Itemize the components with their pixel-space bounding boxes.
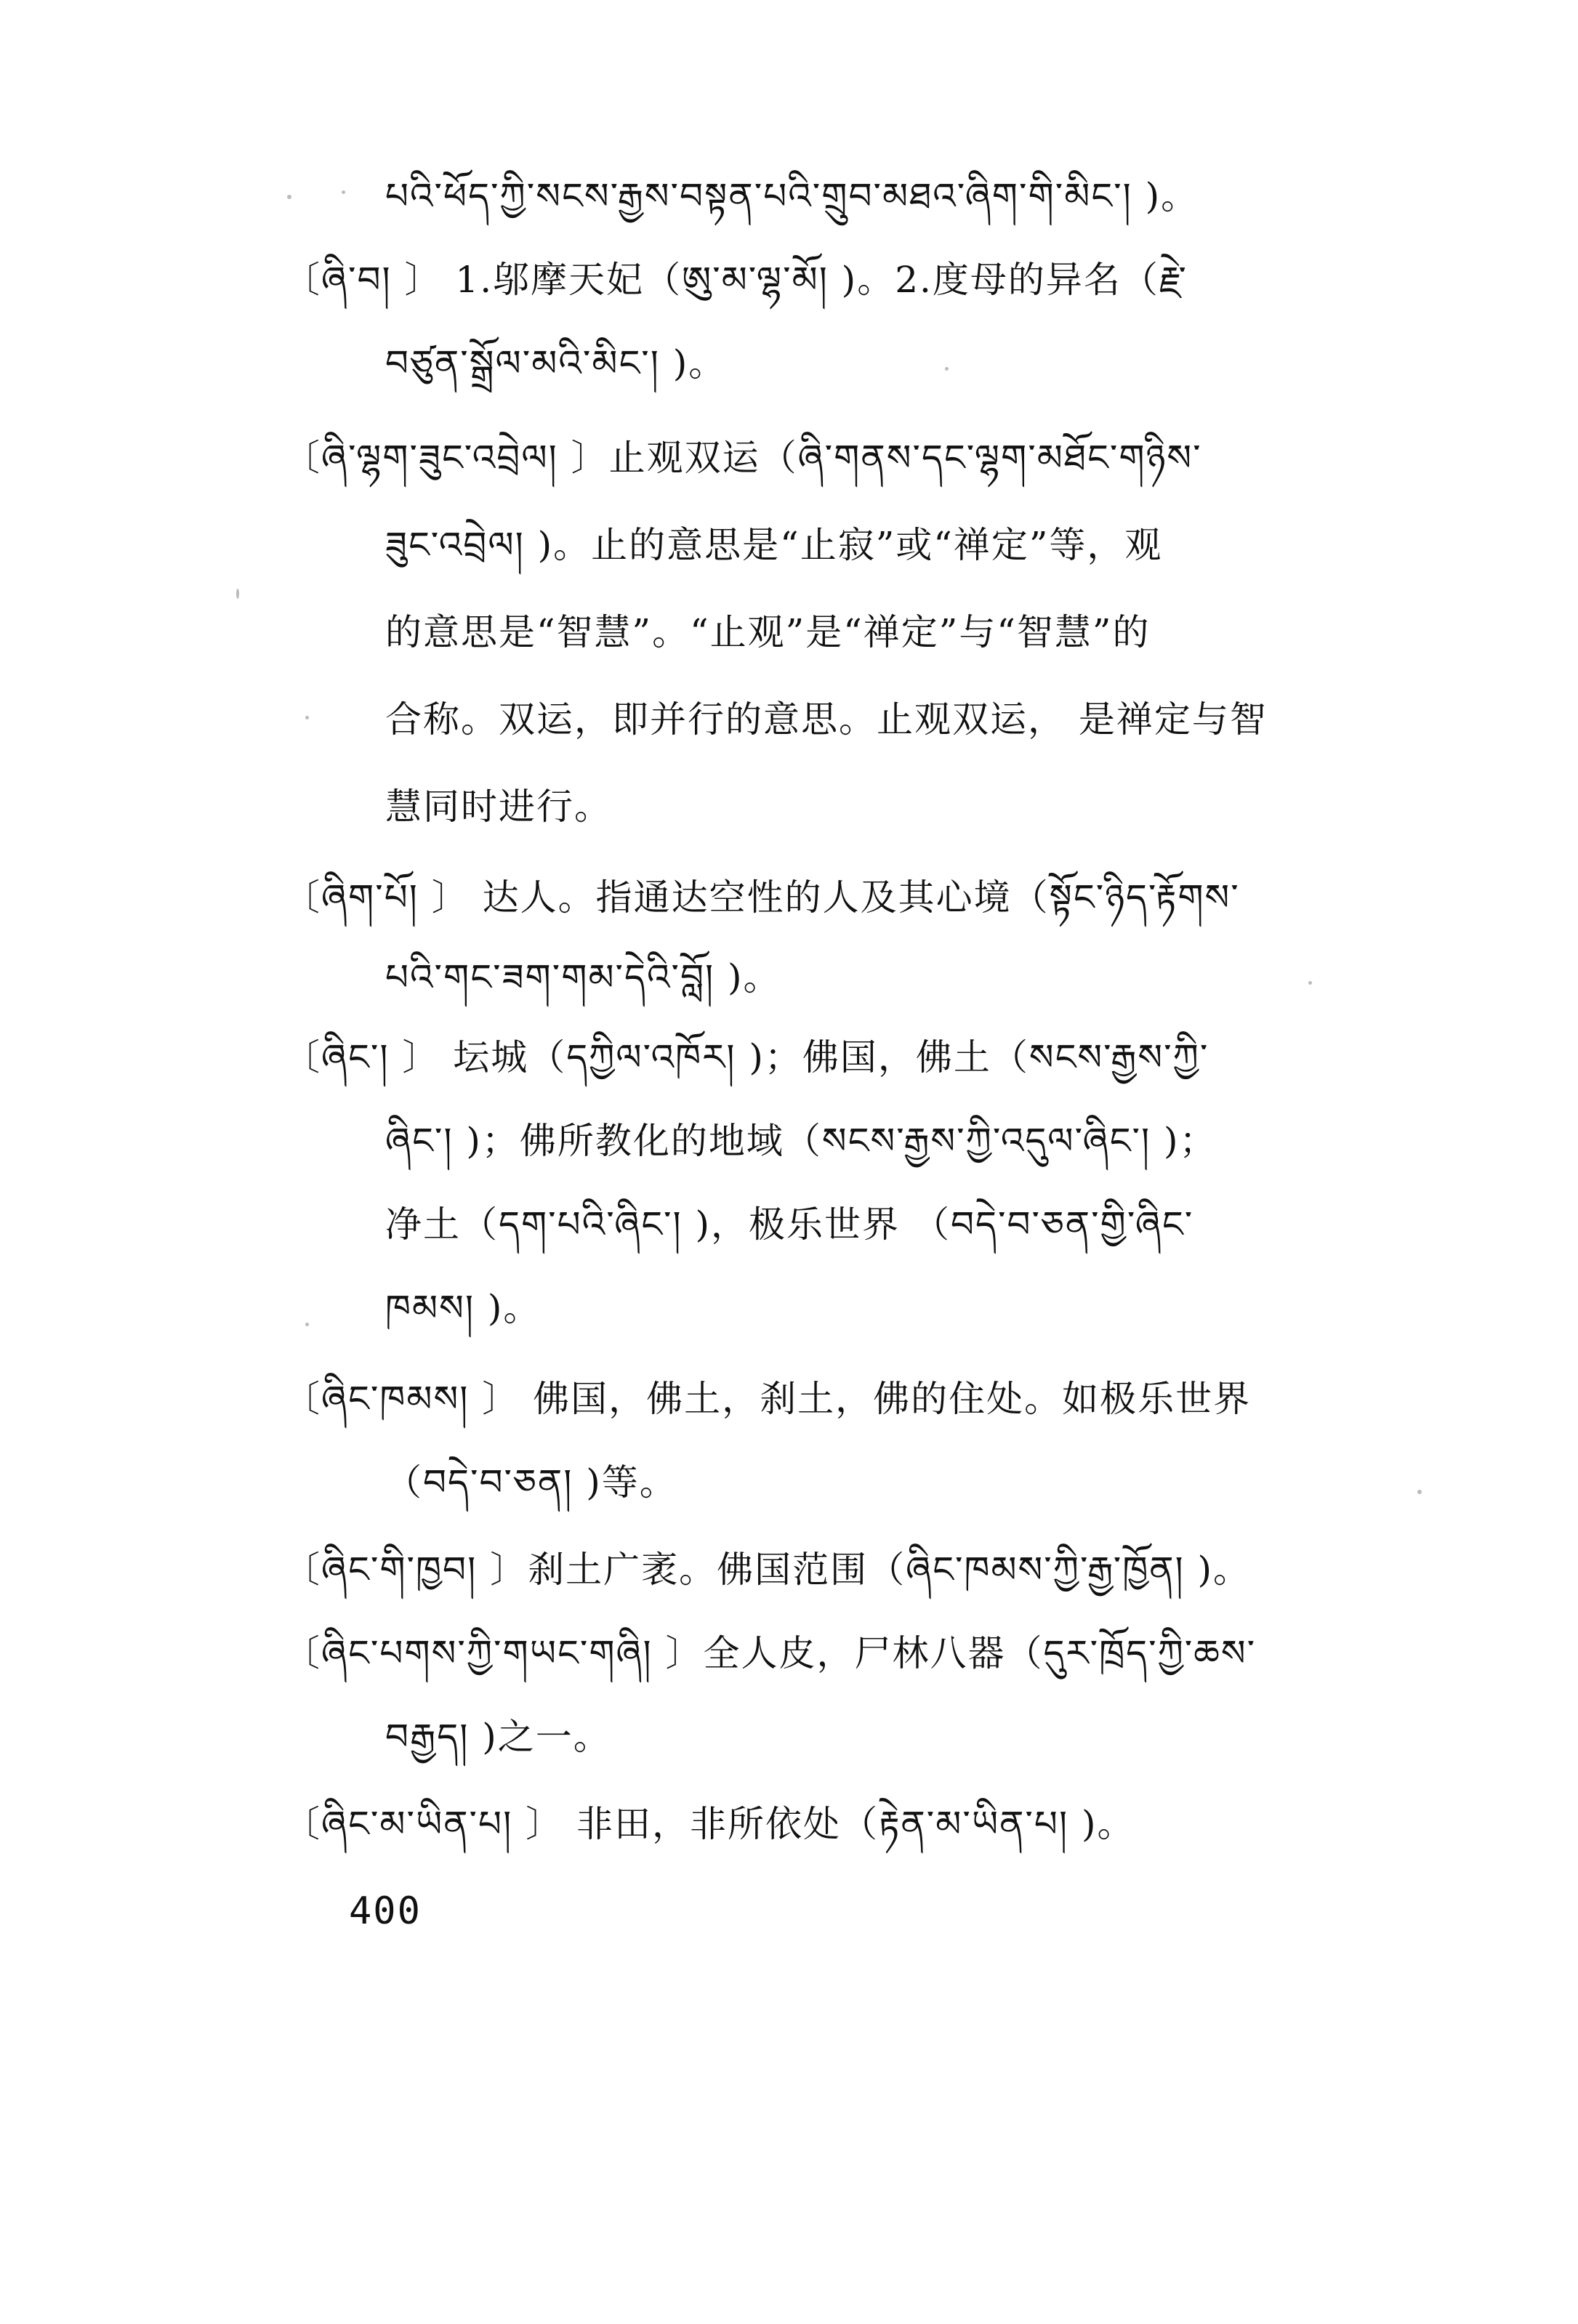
page-number: 400	[349, 1889, 422, 1933]
entry-text-line: 净土（དག་པའི་ཞིང་། )，极乐世界 （བདེ་བ་ཅན་གྱི་ཞིང་	[385, 1203, 1194, 1246]
entry-headword-line: 〔ཞི་ལྷག་ཟུང་འབྲེལ། 〕止观双运（ཞི་གནས་དང་ལྷག་མཐོང་གཉིས་	[283, 437, 1202, 479]
entry-headword-line: 〔ཞིང་མ་ཡིན་པ། 〕 非田，非所依处（རྟེན་མ་ཡིན་པ། )。	[283, 1803, 1135, 1845]
entry-text-line: པའི་ཕོད་ཀྱི་སངས་རྒྱས་བསྟན་པའི་གྲུབ་མཐའ་ཞིག་གི་མིང་། )。	[385, 175, 1199, 217]
entry-headword-line: 〔ཞིང་གི་ཁྱབ། 〕刹土广袤。佛国范围（ཞིང་ཁམས་ཀྱི་རྒྱ་ཁྱོན། )。	[283, 1549, 1252, 1591]
entry-text-line: ཞིང་། )；佛所教化的地域（སངས་རྒྱས་ཀྱི་འདུལ་ཞིང་། )；	[385, 1120, 1217, 1162]
scan-speck	[1308, 981, 1312, 985]
entry-text-line: པའི་གང་ཟག་གམ་དེའི་བློ། )。	[385, 956, 781, 998]
entry-headword-line: 〔ཞིང་། 〕 坛城（དཀྱིལ་འཁོར། )；佛国，佛土（སངས་རྒྱས་ཀྱི་	[283, 1036, 1209, 1078]
entry-headword-line: 〔ཞི་བ། 〕 1.邬摩天妃（ཨུ་མ་ལྷ་མོ། )。2.度母的异名（རྗེ་	[283, 259, 1188, 301]
entry-text-line: （བདེ་བ་ཅན། )等。	[385, 1461, 677, 1504]
entry-text-line: ཁམས། )。	[385, 1287, 542, 1329]
entry-text-line: 的意思是“智慧”。“止观”是“禅定”与“智慧”的	[385, 611, 1151, 653]
scan-speck	[1417, 1490, 1422, 1494]
entry-headword-line: 〔ཞིང་པགས་ཀྱི་གཡང་གཞི། 〕全人皮，尸林八器（དུར་ཁྲོད་ཀྱི་ཆས་	[283, 1632, 1257, 1674]
entry-text-line: བརྒྱད། )之一。	[385, 1716, 611, 1758]
entry-text-line: 合称。双运，即并行的意思。止观双运， 是禅定与智	[385, 698, 1268, 741]
entry-text-line: 慧同时进行。	[385, 786, 612, 828]
entry-headword-line: 〔ཞིག་པོ། 〕 达人。指通达空性的人及其心境（སྟོང་ཉིད་རྟོགས་	[283, 876, 1240, 919]
scan-speck	[305, 716, 309, 719]
scan-speck	[287, 195, 291, 199]
scan-speck	[305, 1323, 309, 1326]
scan-speck	[945, 367, 949, 371]
entry-text-line: ཟུང་འབྲེལ། )。止的意思是“止寂”或“禅定”等，观	[385, 524, 1163, 566]
scan-speck	[236, 589, 239, 599]
scan-speck	[342, 190, 345, 194]
entry-headword-line: 〔ཞིང་ཁམས། 〕 佛国，佛土，刹土，佛的住处。如极乐世界	[283, 1378, 1252, 1420]
entry-text-line: བཙུན་སྒྲོལ་མའི་མིང་། )。	[385, 342, 727, 384]
